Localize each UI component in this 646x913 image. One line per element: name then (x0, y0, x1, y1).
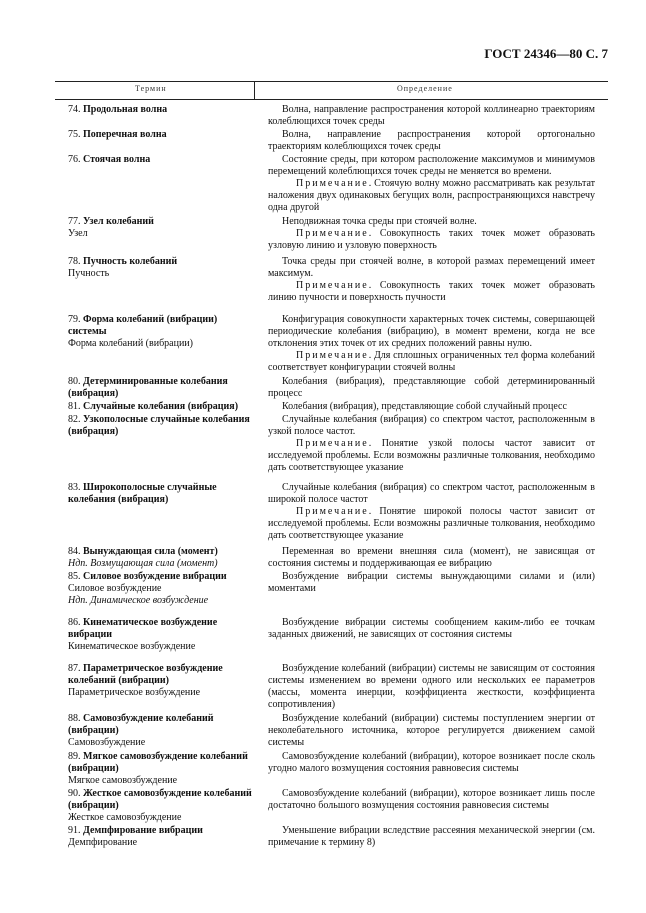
definition-text: Уменьшение вибрации вследствие рассеяния механической энергии (см. примечание к термину 8) (268, 825, 595, 848)
term-synonym: Пучность (68, 268, 110, 279)
definition-cell (268, 825, 595, 849)
term-number: 85. (68, 571, 81, 582)
term-synonym: Узел (68, 228, 88, 239)
note-text: . Совокупность таких точек может образовать линию пучности и поверхность пучности (268, 280, 595, 303)
definition-text: Случайные колебания (вибрация) со спектром частот, расположенным в широкой полосе частот (268, 482, 595, 505)
term-name: Поперечная волна (83, 129, 167, 140)
note-label: Примечание (296, 506, 369, 517)
definition-cell (268, 414, 595, 474)
term-synonym: Кинематическое возбуждение (68, 641, 196, 652)
term-line (68, 154, 258, 166)
term-line (68, 617, 258, 641)
definition-note (268, 350, 595, 374)
term-cell (60, 216, 258, 252)
table-header-rule (55, 99, 608, 100)
term-synonym: Форма колебаний (вибрации) (68, 338, 193, 349)
definition-cell (268, 216, 595, 252)
term-synonym: Ндп. Возмущающая сила (момент) (68, 558, 218, 569)
term-number: 81. (68, 401, 81, 412)
term-line (68, 256, 258, 268)
term-number: 77. (68, 216, 81, 227)
term-name: Узел колебаний (83, 216, 154, 227)
definition-text: Случайные колебания (вибрация) со спектром частот, расположенным в узкой полосе частот. (268, 414, 595, 437)
term-line (68, 788, 258, 812)
definition-note (268, 280, 595, 304)
definition-note (268, 228, 595, 252)
definition-text: Неподвижная точка среды при стоячей волне. (282, 216, 477, 227)
term-name: Случайные колебания (вибрация) (83, 401, 239, 412)
term-name: Самовозбуждение колебаний (вибрации) (68, 713, 214, 736)
term-cell (60, 376, 258, 400)
definition-cell (268, 663, 595, 711)
definition-cell (268, 617, 595, 653)
definition-text: Самовозбуждение колебаний (вибрации), которое возникает после сколь угодно малого возмущения состояния равновесия системы (268, 751, 595, 774)
term-synonym: Самовозбуждение (68, 737, 146, 748)
term-line (68, 571, 258, 583)
definition-cell (268, 104, 595, 128)
term-name: Мягкое самовозбуждение колебаний (вибрации) (68, 751, 248, 774)
term-name: Жесткое самовозбуждение колебаний (вибрации) (68, 788, 252, 811)
term-cell (60, 546, 258, 570)
term-name: Форма колебаний (вибрации) системы (68, 314, 218, 337)
definition-text: Переменная во времени внешняя сила (момент), не зависящая от состояния системы и поддерживающая ее вибрацию (268, 546, 595, 569)
table-row (0, 401, 646, 413)
term-cell (60, 401, 258, 413)
term-number: 79. (68, 314, 81, 325)
term-number: 75. (68, 129, 81, 140)
table-row (0, 751, 646, 787)
term-name: Продольная волна (83, 104, 168, 115)
table-row (0, 663, 646, 711)
term-synonym: Жесткое самовозбуждение (68, 812, 182, 823)
term-cell (60, 825, 258, 849)
term-line (68, 414, 258, 438)
term-number: 84. (68, 546, 81, 557)
definition-text: Конфигурация совокупности характерных точек системы, совершающей периодические колебания (вибрацию), в момент времени, когда не все отклонения этих точек от их средних положений равны нулю. (268, 314, 595, 349)
term-number: 74. (68, 104, 81, 115)
definition-text: Волна, направление распространения которой коллинеарно траекториям колеблющихся точек среды (268, 104, 595, 127)
term-line (68, 825, 258, 837)
term-number: 86. (68, 617, 81, 628)
definition-text: Возбуждение колебаний (вибрации) системы не зависящим от состояния системы изменением во времени одного или нескольких ее параметров (массы, момента инерции, коэффициента жесткости, коэффициента сопротивления) (268, 663, 595, 710)
term-cell (60, 129, 258, 153)
table-row (0, 414, 646, 474)
term-line (68, 401, 258, 413)
definition-note (268, 438, 595, 474)
table-row (0, 788, 646, 824)
definition-text: Волна, направление распространения которой ортогонально траекториям колеблющихся точек среды (268, 129, 595, 152)
table-row (0, 482, 646, 542)
term-number: 83. (68, 482, 81, 493)
table-row (0, 104, 646, 128)
definition-cell (268, 154, 595, 214)
table-row (0, 617, 646, 653)
term-name: Силовое возбуждение вибрации (83, 571, 227, 582)
term-name: Широкополосные случайные колебания (вибрация) (68, 482, 217, 505)
term-synonym: Ндп. Динамическое возбуждение (68, 595, 209, 606)
definition-cell (268, 571, 595, 607)
term-name: Детерминированные колебания (вибрация) (68, 376, 228, 399)
definition-text: Самовозбуждение колебаний (вибрации), которое возникает лишь после достаточно большого возмущения состояния равновесия системы (268, 788, 595, 811)
note-label: Примечание (296, 350, 369, 361)
term-line (68, 713, 258, 737)
table-row (0, 216, 646, 252)
term-number: 78. (68, 256, 81, 267)
term-name: Пучность колебаний (83, 256, 178, 267)
term-line (68, 129, 258, 141)
definition-text: Состояние среды, при котором расположение максимумов и минимумов перемещений колеблющихся точек среды не меняется во времени. (268, 154, 595, 177)
term-name: Стоячая волна (83, 154, 151, 165)
term-line (68, 482, 258, 506)
term-cell (60, 414, 258, 474)
term-cell (60, 314, 258, 374)
term-line (68, 376, 258, 400)
term-cell (60, 104, 258, 128)
term-line (68, 663, 258, 687)
note-text: . Стоячую волну можно рассматривать как результат наложения двух одинаковых бегущих волн, распространяющихся навстречу одна другой (268, 178, 595, 213)
term-number: 82. (68, 414, 81, 425)
term-synonym: Силовое возбуждение (68, 583, 162, 594)
note-text: . Для сплошных ограниченных тел форма колебаний соответствует конфигурации стоячей волны (268, 350, 595, 373)
definition-note (268, 178, 595, 214)
term-number: 76. (68, 154, 81, 165)
term-cell (60, 571, 258, 607)
column-header-term: Термин (135, 84, 167, 93)
term-name: Демпфирование вибрации (83, 825, 203, 836)
term-cell (60, 154, 258, 214)
definition-note (268, 506, 595, 542)
definition-text: Точка среды при стоячей волне, в которой размах перемещений имеет максимум. (268, 256, 595, 279)
table-row (0, 376, 646, 400)
terms-table (0, 104, 646, 850)
column-header-definition: Определение (397, 84, 453, 93)
definition-cell (268, 314, 595, 374)
table-row (0, 825, 646, 849)
definition-text: Колебания (вибрация), представляющие собой случайный процесс (282, 401, 567, 412)
term-cell (60, 617, 258, 653)
term-name: Вынуждающая сила (момент) (83, 546, 218, 557)
note-label: Примечание (296, 178, 369, 189)
term-number: 90. (68, 788, 81, 799)
definition-text: Возбуждение вибрации системы вынуждающими силами и (или) моментами (268, 571, 595, 594)
term-cell (60, 256, 258, 304)
table-row (0, 129, 646, 153)
definition-cell (268, 256, 595, 304)
term-number: 87. (68, 663, 81, 674)
note-label: Примечание (296, 438, 369, 449)
table-row (0, 713, 646, 749)
term-cell (60, 751, 258, 787)
definition-text: Возбуждение вибрации системы сообщением каким-либо ее точкам заданных движений, не зависящих от состояния системы (268, 617, 595, 640)
term-cell (60, 482, 258, 542)
definition-cell (268, 713, 595, 749)
term-synonym: Параметрическое возбуждение (68, 687, 201, 698)
term-number: 89. (68, 751, 81, 762)
note-text: . Понятие широкой полосы частот зависит от исследуемой проблемы. Если возможны различные толкования, необходимо дать соответствующее указание (268, 506, 595, 541)
table-top-rule (55, 81, 608, 82)
note-text: . Понятие узкой полосы частот зависит от исследуемой проблемы. Если возможны различные толкования, необходимо дать соответствующее указание (268, 438, 595, 473)
term-line (68, 104, 258, 116)
term-name: Узкополосные случайные колебания (вибрация) (68, 414, 250, 437)
definition-cell (268, 482, 595, 542)
term-line (68, 751, 258, 775)
definition-cell (268, 401, 595, 413)
definition-cell (268, 788, 595, 824)
definition-cell (268, 751, 595, 787)
term-line (68, 546, 258, 558)
column-separator (254, 82, 255, 99)
term-number: 88. (68, 713, 81, 724)
table-row (0, 314, 646, 374)
page-header: ГОСТ 24346—80 С. 7 (484, 46, 608, 61)
term-number: 91. (68, 825, 81, 836)
definition-text: Возбуждение колебаний (вибрации) системы поступлением энергии от неколебательного источника, которое регулируется движением самой системы (268, 713, 595, 748)
note-label: Примечание (296, 280, 369, 291)
term-number: 80. (68, 376, 81, 387)
term-cell (60, 713, 258, 749)
table-row (0, 571, 646, 607)
term-synonym: Демпфирование (68, 837, 138, 848)
table-row (0, 546, 646, 570)
note-text: . Совокупность таких точек может образовать узловую линию и узловую поверхность (268, 228, 595, 251)
definition-text: Колебания (вибрация), представляющие собой детерминированный процесс (268, 376, 595, 399)
definition-cell (268, 129, 595, 153)
term-cell (60, 663, 258, 711)
term-line (68, 314, 258, 338)
definition-cell (268, 376, 595, 400)
definition-cell (268, 546, 595, 570)
term-name: Параметрическое возбуждение колебаний (вибрации) (68, 663, 223, 686)
note-label: Примечание (296, 228, 369, 239)
term-line (68, 216, 258, 228)
term-synonym: Мягкое самовозбуждение (68, 775, 178, 786)
table-row (0, 154, 646, 214)
term-name: Кинематическое возбуждение вибрации (68, 617, 218, 640)
table-row (0, 256, 646, 304)
term-cell (60, 788, 258, 824)
